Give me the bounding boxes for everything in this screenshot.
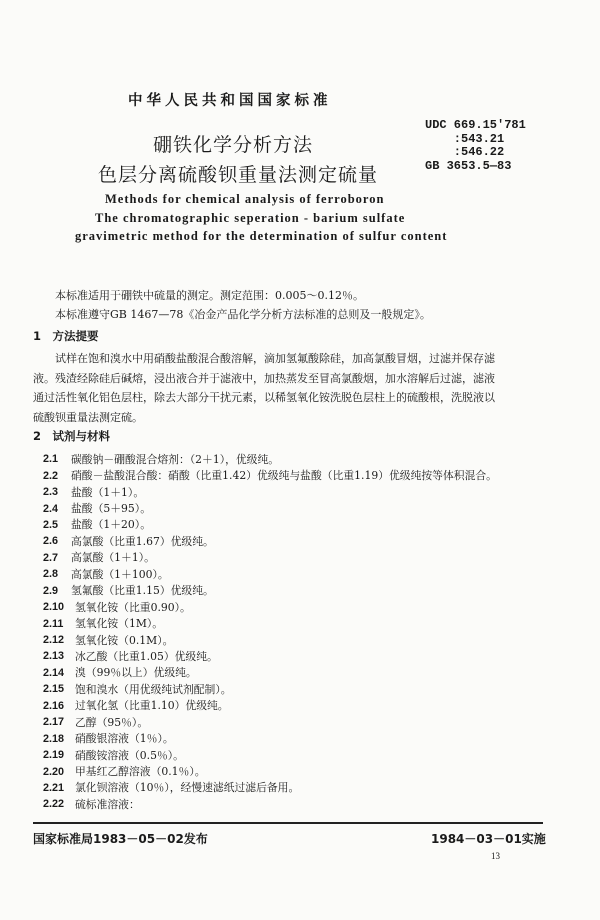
reagent-text: 甲基红乙醇溶液（0.1％）。 — [75, 765, 206, 779]
reagent-text: 盐酸（1＋1）。 — [71, 485, 145, 499]
reagent-number: 2.13 — [43, 650, 65, 663]
reagent-text: 氢氧化铵（比重0.90）。 — [75, 600, 191, 614]
reagent-text: 高氯酸（比重1.67）优级纯。 — [71, 534, 214, 548]
national-standard-label: 中华人民共和国国家标准 — [128, 93, 332, 109]
reagent-number: 2.8 — [43, 568, 59, 581]
reagent-text: 氯化钡溶液（10％），经慢速滤纸过滤后备用。 — [75, 781, 300, 795]
reagent-text: 冰乙酸（比重1.05）优级纯。 — [75, 649, 218, 663]
issue-date: 国家标准局1983－05－02发布 — [33, 832, 208, 846]
reagent-item — [43, 714, 497, 730]
effective-date: 1984－03－01实施 — [431, 832, 546, 846]
reagent-text: 过氧化氢（比重1.10）优级纯。 — [75, 699, 229, 713]
section-1-heading: 1 方法提要 — [33, 329, 99, 343]
english-title-line: gravimetric method for the determination of sulfur content — [75, 229, 448, 243]
udc-line: :546.22 — [425, 145, 505, 159]
reagent-item — [43, 583, 497, 599]
reagent-item — [43, 665, 497, 681]
udc-line: UDC 669.15'781 — [425, 118, 526, 132]
reagent-text: 高氯酸（1＋100）。 — [71, 567, 169, 581]
english-title-line: The chromatographic seperation - barium sulfate — [95, 211, 406, 225]
reagent-number: 2.1 — [43, 453, 59, 466]
reagent-number: 2.4 — [43, 502, 59, 515]
reagent-item — [43, 796, 497, 812]
title-line-2: 色层分离硫酸钡重量法测定硫量 — [98, 164, 379, 186]
reagent-text: 溴（99％以上）优级纯。 — [75, 666, 197, 680]
english-title-line: Methods for chemical analysis of ferroboron — [105, 192, 385, 206]
reagent-number: 2.17 — [43, 716, 65, 729]
reagent-number: 2.16 — [43, 699, 65, 712]
reagent-number: 2.7 — [43, 551, 59, 564]
reagent-number: 2.18 — [43, 732, 65, 745]
intro-scope: 本标准适用于硼铁中硫量的测定。测定范围：0.005～0.12％。 — [55, 289, 364, 302]
reagent-text: 盐酸（5＋95）。 — [71, 502, 151, 516]
reagent-number: 2.11 — [43, 617, 64, 630]
reagent-text: 高氯酸（1＋1）。 — [71, 551, 155, 565]
reagent-text: 盐酸（1＋20）。 — [71, 518, 151, 532]
reagent-item — [43, 615, 497, 631]
reagent-item — [43, 648, 497, 664]
reagent-list — [43, 451, 497, 813]
reagent-item — [43, 500, 497, 516]
gb-number: GB 3653.5—83 — [425, 158, 512, 173]
reagent-number: 2.20 — [43, 765, 65, 778]
intro-compliance: 本标准遵守GB 1467—78《冶金产品化学分析方法标准的总则及一般规定》。 — [55, 308, 431, 321]
reagent-number: 2.14 — [43, 666, 65, 679]
reagent-item — [43, 763, 497, 779]
reagent-text: 硝酸银溶液（1％）。 — [75, 732, 174, 746]
reagent-number: 2.22 — [43, 798, 65, 811]
section-2-heading: 2 试剂与材料 — [33, 429, 111, 443]
udc-line: :543.21 — [425, 131, 505, 146]
reagent-number: 2.3 — [43, 486, 59, 499]
reagent-item — [43, 533, 497, 549]
reagent-item — [43, 484, 497, 500]
reagent-item — [43, 698, 497, 714]
reagent-text: 乙醇（95％）。 — [75, 715, 149, 729]
reagent-text: 氢氧化铵（0.1M）。 — [75, 633, 174, 647]
reagent-item — [43, 632, 497, 648]
reagent-item — [43, 681, 497, 697]
reagent-number: 2.5 — [43, 518, 59, 531]
reagent-item — [43, 451, 497, 467]
page-number: 13 — [491, 851, 500, 861]
udc-block — [425, 119, 526, 173]
reagent-item — [43, 467, 497, 483]
reagent-text: 硫标准溶液： — [75, 797, 140, 811]
reagent-text: 碳酸钠－硼酸混合熔剂：（2＋1），优级纯。 — [71, 452, 280, 466]
reagent-number: 2.15 — [43, 683, 65, 696]
reagent-number: 2.2 — [43, 469, 59, 482]
reagent-number: 2.12 — [43, 634, 65, 647]
reagent-item — [43, 517, 497, 533]
footer-divider — [33, 822, 543, 824]
reagent-text: 硝酸－盐酸混合酸：硝酸（比重1.42）优级纯与盐酸（比重1.19）优级纯按等体积混合。 — [71, 469, 497, 483]
reagent-item — [43, 730, 497, 746]
reagent-number: 2.9 — [43, 584, 59, 597]
reagent-item — [43, 780, 497, 796]
reagent-number: 2.19 — [43, 749, 65, 762]
reagent-item — [43, 550, 497, 566]
reagent-text: 氢氧化铵（1M）。 — [75, 617, 164, 631]
reagent-item — [43, 566, 497, 582]
title-line-1: 硼铁化学分析方法 — [153, 134, 314, 156]
reagent-item — [43, 599, 497, 615]
reagent-text: 硝酸铵溶液（0.5％）。 — [75, 748, 184, 762]
reagent-text: 氢氟酸（比重1.15）优级纯。 — [71, 584, 214, 598]
section-1-text: 试样在饱和溴水中用硝酸盐酸混合酸溶解，滴加氢氟酸除硅，加高氯酸冒烟，过滤并保存滤液。残渣经除硅后碱熔，浸出液合并于滤液中，加热蒸发至冒高氯酸烟，加水溶解后过滤，滤液通过活性氧化铝色层柱，除去大部分干扰元素，以稀氢氧化铵洗脱色层柱上的硫酸根，洗脱液以硫酸钡重量法测定硫。 — [33, 352, 495, 424]
reagent-number: 2.21 — [43, 781, 65, 794]
reagent-number: 2.6 — [43, 535, 59, 548]
reagent-item — [43, 747, 497, 763]
reagent-text: 饱和溴水（用优级纯试剂配制）。 — [75, 682, 232, 696]
reagent-number: 2.10 — [43, 601, 65, 614]
